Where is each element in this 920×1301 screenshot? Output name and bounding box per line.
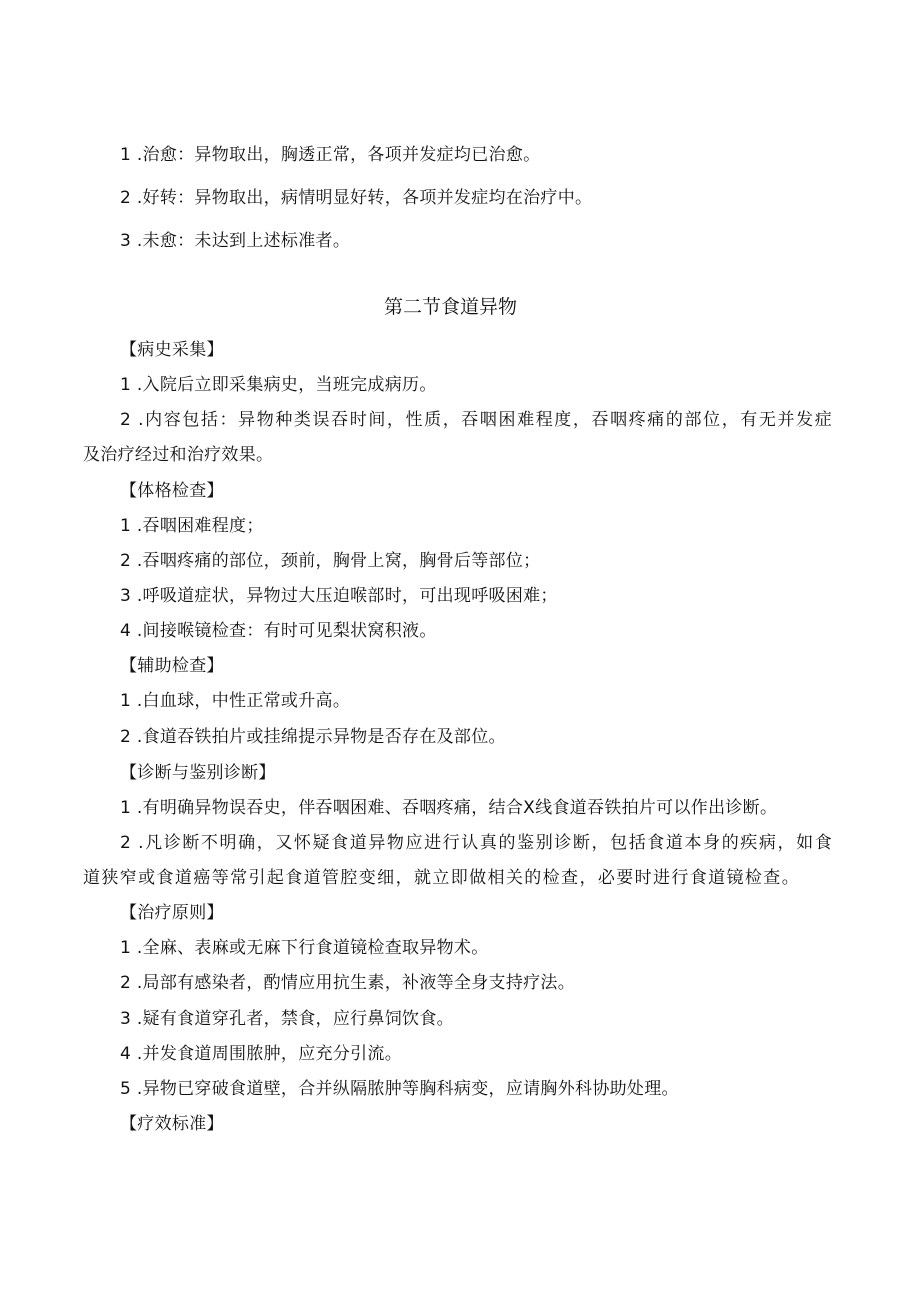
efficacy-heading: 【疗效标准】 bbox=[120, 1114, 224, 1134]
section-title: 第二节食道异物 bbox=[384, 296, 518, 318]
treatment-item-5: 5 .异物已穿破食道壁，合并纵隔脓肿等胸科病变，应请胸外科协助处理。 bbox=[120, 1079, 679, 1099]
physical-exam-item-4: 4 .间接喉镜检查：有时可见梨状窝积液。 bbox=[120, 621, 437, 641]
diagnosis-item-2-cont: 道狭窄或食道癌等常引起食道管腔变细，就立即做相关的检查，必要时进行食道镜检查。 bbox=[83, 868, 799, 888]
history-item-2: 2 .内容包括：异物种类误吞时间，性质，吞咽困难程度，吞咽疼痛的部位，有无并发症 bbox=[120, 410, 832, 430]
diagnosis-item-2: 2 .凡诊断不明确，又怀疑食道异物应进行认真的鉴别诊断，包括食道本身的疾病，如食 bbox=[120, 833, 832, 853]
physical-exam-heading: 【体格检查】 bbox=[120, 481, 224, 501]
prev-efficacy-cured: 1 .治愈：异物取出，胸透正常，各项并发症均已治愈。 bbox=[120, 145, 541, 165]
auxiliary-exam-heading: 【辅助检查】 bbox=[120, 656, 224, 676]
treatment-item-4: 4 .并发食道周围脓肿，应充分引流。 bbox=[120, 1044, 403, 1064]
diagnosis-item-1: 1 .有明确异物误吞史，伴吞咽困难、吞咽疼痛，结合X线食道吞铁拍片可以作出诊断。 bbox=[120, 798, 778, 818]
auxiliary-exam-item-1: 1 .白血球，中性正常或升高。 bbox=[120, 691, 351, 711]
history-heading: 【病史采集】 bbox=[120, 340, 224, 360]
prev-efficacy-improved: 2 .好转：异物取出，病情明显好转，各项并发症均在治疗中。 bbox=[120, 188, 593, 208]
diagnosis-heading: 【诊断与鉴别诊断】 bbox=[120, 763, 276, 783]
physical-exam-item-1: 1 .吞咽困难程度； bbox=[120, 516, 264, 536]
physical-exam-item-3: 3 .呼吸道症状，异物过大压迫喉部时，可出现呼吸困难； bbox=[120, 586, 558, 606]
history-item-2-cont: 及治疗经过和治疗效果。 bbox=[83, 445, 274, 465]
treatment-item-3: 3 .疑有食道穿孔者，禁食，应行鼻饲饮食。 bbox=[120, 1009, 454, 1029]
auxiliary-exam-item-2: 2 .食道吞铁拍片或挂绵提示异物是否存在及部位。 bbox=[120, 727, 506, 747]
treatment-item-2: 2 .局部有感染者，酌情应用抗生素，补液等全身支持疗法。 bbox=[120, 973, 576, 993]
physical-exam-item-2: 2 .吞咽疼痛的部位，颈前，胸骨上窝，胸骨后等部位； bbox=[120, 551, 541, 571]
treatment-item-1: 1 .全麻、表麻或无麻下行食道镜检查取异物术。 bbox=[120, 938, 489, 958]
prev-efficacy-uncured: 3 .未愈：未达到上述标准者。 bbox=[120, 231, 351, 251]
treatment-heading: 【治疗原则】 bbox=[120, 903, 224, 923]
history-item-1: 1 .入院后立即采集病史，当班完成病历。 bbox=[120, 375, 437, 395]
